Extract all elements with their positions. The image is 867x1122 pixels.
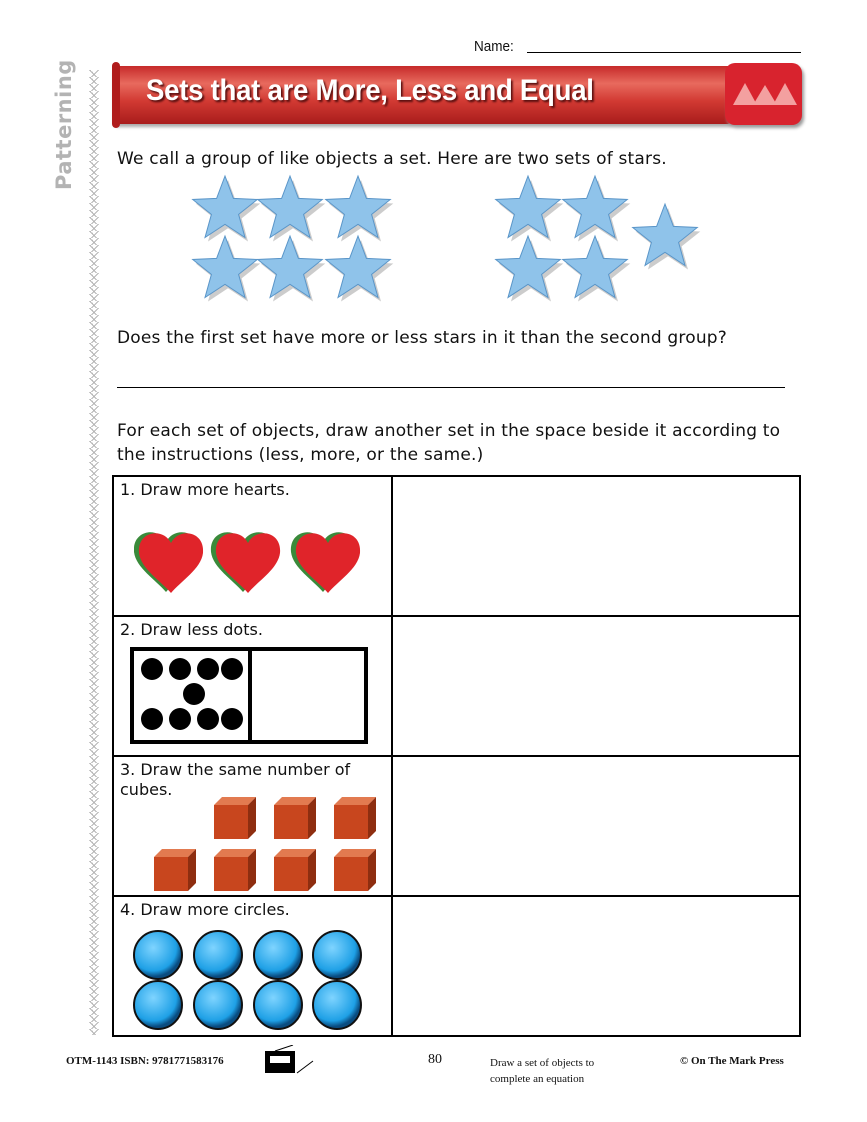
name-field[interactable] bbox=[527, 52, 801, 53]
patterning-badge bbox=[725, 63, 802, 125]
star-icon bbox=[563, 176, 631, 242]
drawing-area[interactable] bbox=[392, 756, 800, 896]
answer-line[interactable] bbox=[117, 387, 785, 388]
banner-cap bbox=[112, 62, 120, 128]
circle-icon bbox=[194, 981, 242, 1029]
cube-icon bbox=[334, 849, 376, 891]
cube-icon bbox=[274, 797, 316, 839]
heart-icon bbox=[211, 532, 280, 593]
dots-frame bbox=[130, 647, 370, 747]
star-icon bbox=[563, 236, 631, 302]
dot bbox=[183, 683, 205, 705]
task-cell bbox=[113, 476, 392, 616]
cubes-set bbox=[144, 787, 384, 892]
circle-icon bbox=[254, 981, 302, 1029]
table-row bbox=[113, 476, 800, 616]
table-row bbox=[113, 756, 800, 896]
star-sets bbox=[180, 170, 720, 310]
task-cell bbox=[113, 616, 392, 756]
task-cell bbox=[113, 756, 392, 896]
task-table bbox=[112, 475, 801, 1037]
dot bbox=[221, 708, 243, 730]
star-icon bbox=[258, 176, 326, 242]
intro-text: We call a group of like objects a set. Here are two sets of stars. bbox=[117, 149, 667, 169]
dot bbox=[169, 708, 191, 730]
page-title: Sets that are More, Less and Equal bbox=[146, 74, 594, 107]
task-label: 2. Draw less dots. bbox=[120, 620, 263, 639]
task-label: 4. Draw more circles. bbox=[120, 900, 290, 919]
name-label: Name: bbox=[474, 38, 514, 55]
page-number: 80 bbox=[428, 1052, 442, 1067]
copyright: © On The Mark Press bbox=[680, 1055, 784, 1067]
circle-icon bbox=[254, 931, 302, 979]
cube-icon bbox=[154, 849, 196, 891]
star-icon bbox=[193, 236, 261, 302]
star-icon bbox=[326, 236, 394, 302]
table-row bbox=[113, 896, 800, 1036]
footer-code: OTM-1143 ISBN: 9781771583176 bbox=[66, 1055, 224, 1067]
dot bbox=[197, 708, 219, 730]
drawing-area[interactable] bbox=[392, 896, 800, 1036]
triangles-icon bbox=[725, 63, 802, 125]
instructions-text: For each set of objects, draw another set in the space beside it according to the instructions (less, more, or the same.) bbox=[117, 421, 781, 465]
decorative-border bbox=[88, 70, 100, 1035]
drawing-area[interactable] bbox=[392, 616, 800, 756]
star-icon bbox=[258, 236, 326, 302]
question-text: Does the first set have more or less stars in it than the second group? bbox=[117, 328, 728, 348]
dot bbox=[169, 658, 191, 680]
cube-icon bbox=[214, 797, 256, 839]
cube-icon bbox=[274, 849, 316, 891]
heart-icon bbox=[134, 532, 203, 593]
circle-icon bbox=[313, 981, 361, 1029]
cube-icon bbox=[214, 849, 256, 891]
circle-icon bbox=[194, 931, 242, 979]
dot bbox=[141, 658, 163, 680]
drawing-area[interactable] bbox=[392, 476, 800, 616]
circle-icon bbox=[313, 931, 361, 979]
table-row bbox=[113, 616, 800, 756]
dot bbox=[141, 708, 163, 730]
star-icon bbox=[193, 176, 261, 242]
cube-icon bbox=[334, 797, 376, 839]
footer-note: Draw a set of objects to complete an equation bbox=[490, 1057, 595, 1085]
task-label: 3. Draw the same number of cubes. bbox=[120, 760, 351, 799]
circle-icon bbox=[134, 981, 182, 1029]
heart-icon bbox=[291, 532, 360, 593]
section-label: Patterning bbox=[52, 59, 76, 190]
dot bbox=[197, 658, 219, 680]
circle-icon bbox=[134, 931, 182, 979]
star-icon bbox=[633, 204, 701, 270]
task-cell bbox=[113, 896, 392, 1036]
circles-set bbox=[130, 927, 380, 1037]
task-label: 1. Draw more hearts. bbox=[120, 480, 290, 499]
copier-icon bbox=[263, 1045, 318, 1075]
star-icon bbox=[326, 176, 394, 242]
hearts-set bbox=[134, 522, 374, 602]
star-icon bbox=[496, 176, 564, 242]
dot bbox=[221, 658, 243, 680]
star-icon bbox=[496, 236, 564, 302]
